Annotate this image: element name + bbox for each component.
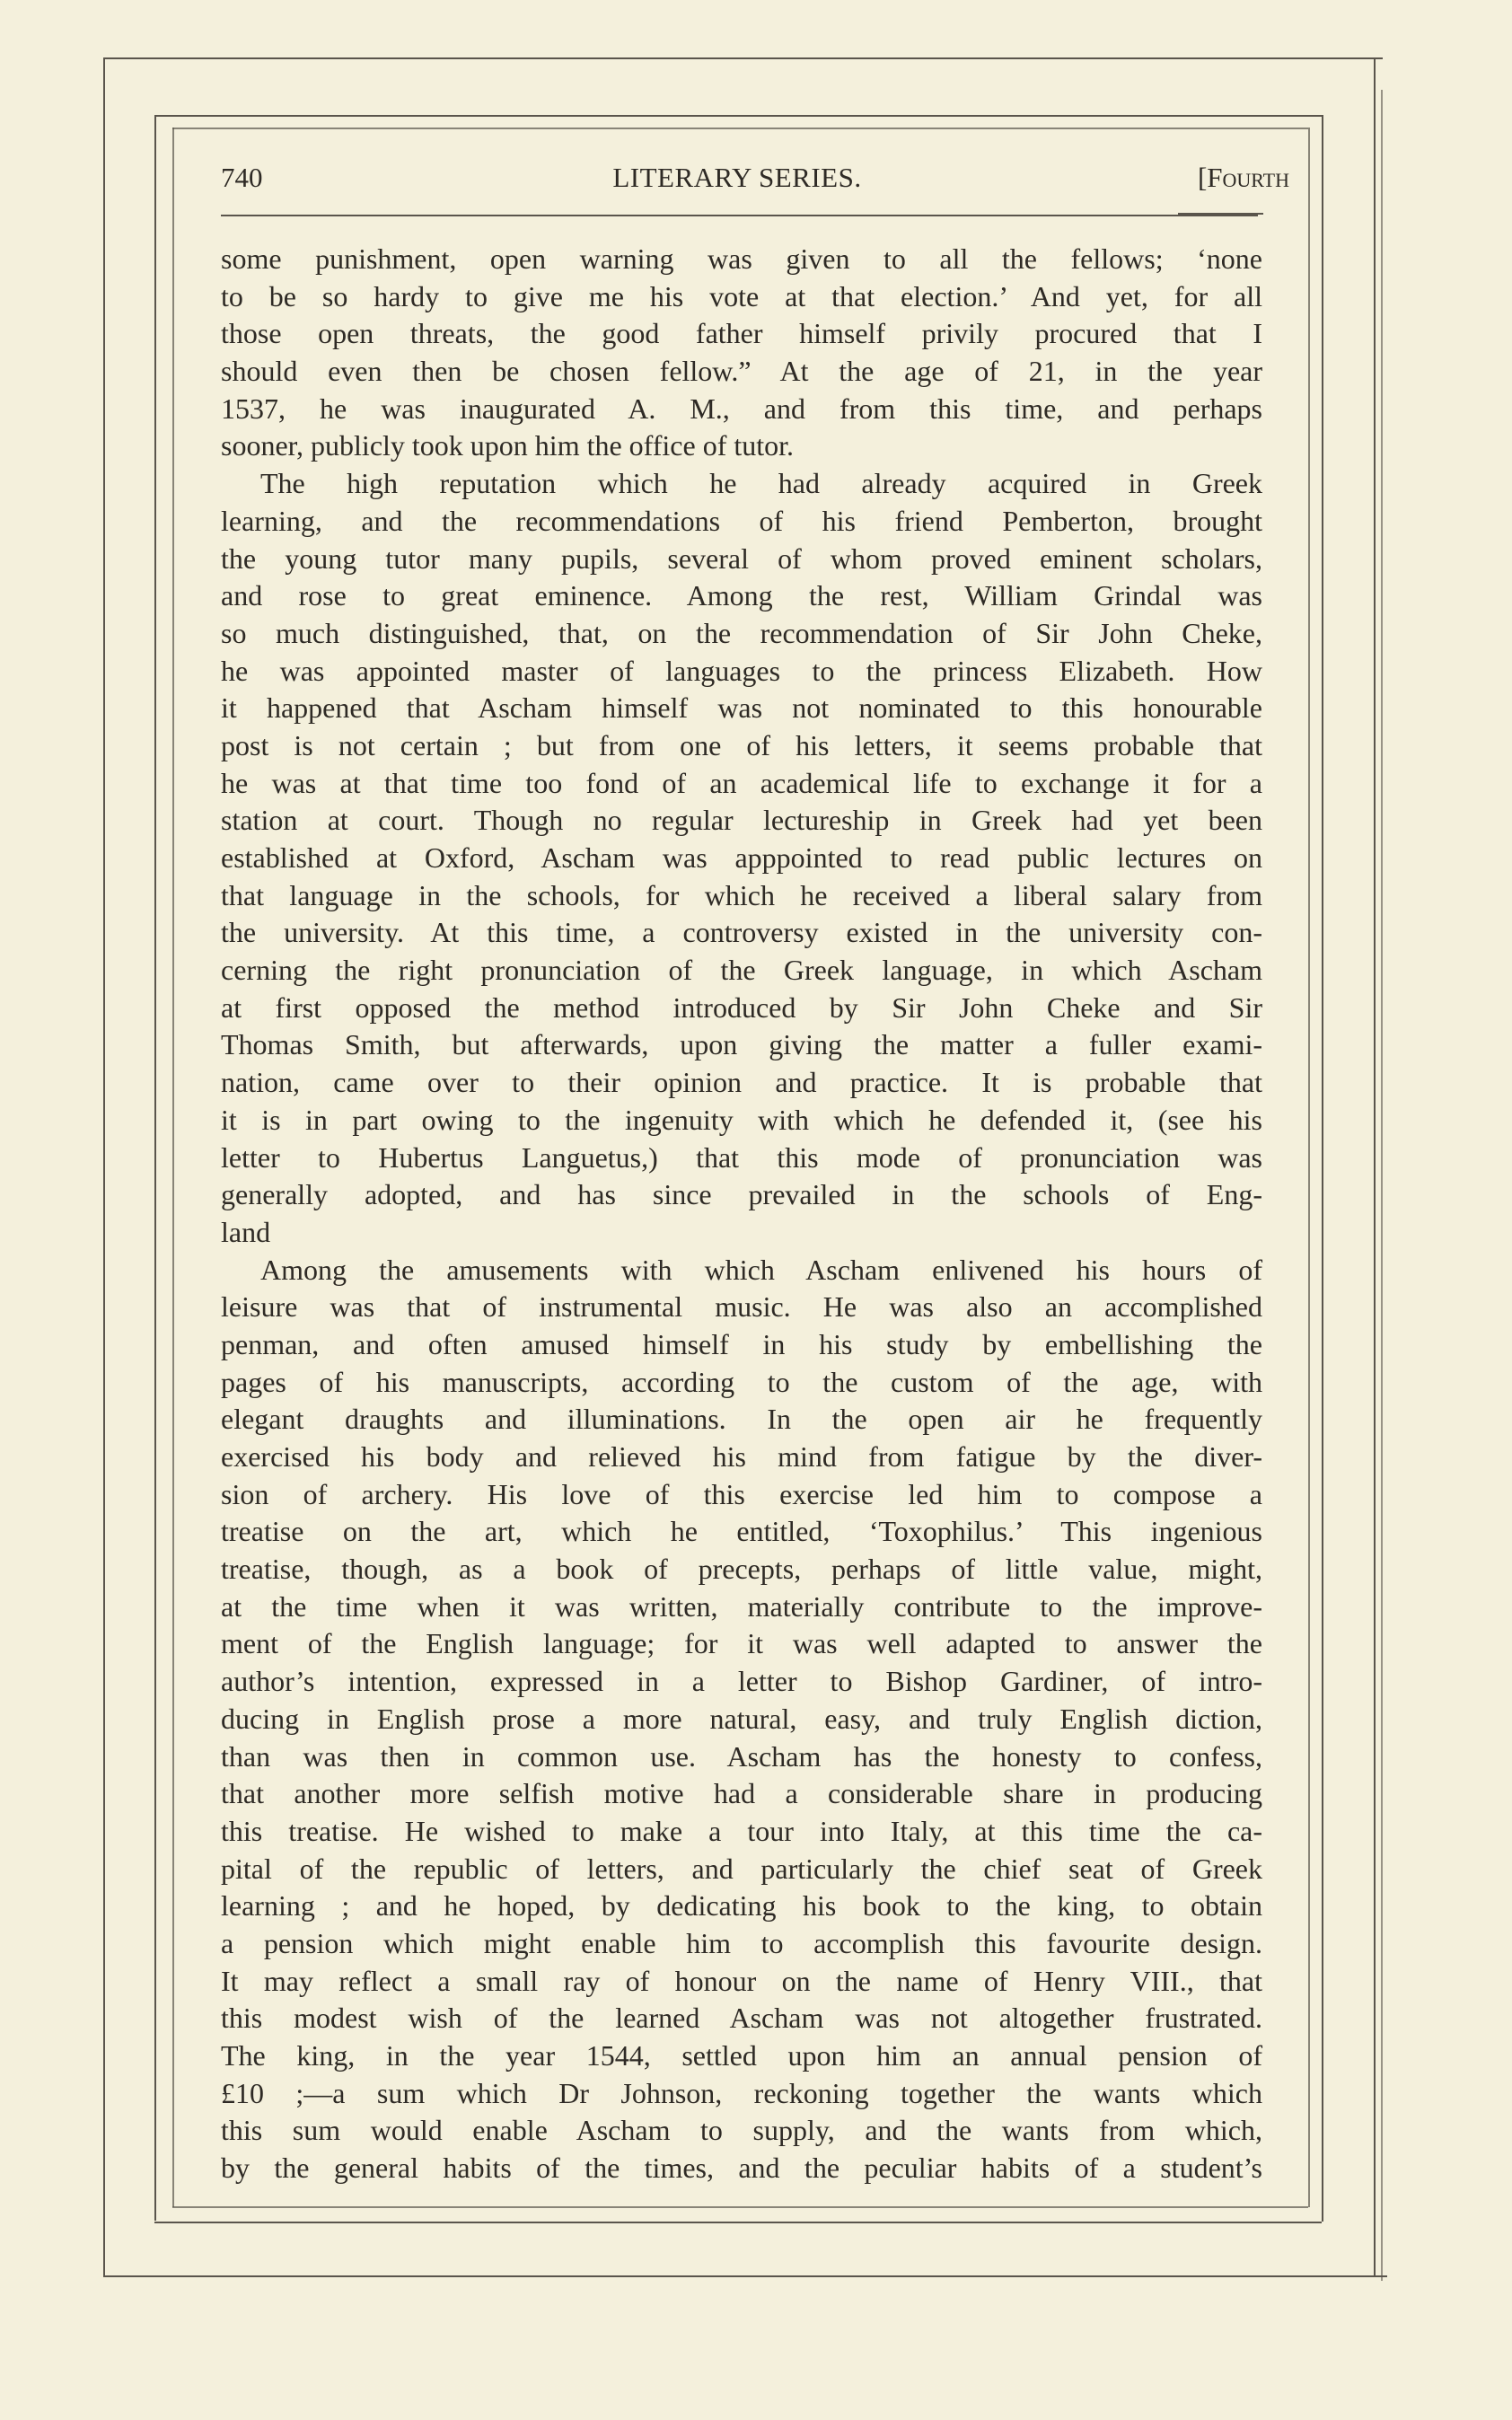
text-line: author’s intention, expressed in a letter to Bishop Gardiner, of intro-: [221, 1665, 1262, 1698]
text-line: post is not certain ; but from one of his letters, it seems probable that: [221, 728, 1262, 761]
page-number: 740: [221, 162, 263, 193]
text-line: leisure was that of instrumental music. He was also an accomplished: [221, 1290, 1262, 1324]
text-line: £10 ;—a sum which Dr Johnson, reckoning together the wants which: [221, 2076, 1262, 2109]
inner-frame-bottom: [172, 2206, 1308, 2208]
text-line: penman, and often amused himself in his study by embellishing the: [221, 1327, 1262, 1360]
text-line: and rose to great eminence. Among the rest, William Grindal was: [221, 579, 1262, 612]
text-line: station at court. Though no regular lectureship in Greek had yet been: [221, 804, 1262, 837]
inner-frame-bottom-2: [154, 2222, 1322, 2223]
text-line: 1537, he was inaugurated A. M., and from this time, and perhaps: [221, 392, 1262, 425]
text-line: exercised his body and relieved his mind from fatigue by the diver-: [221, 1440, 1262, 1473]
running-title: LITERARY SERIES.: [612, 162, 862, 193]
text-line: by the general habits of the times, and the peculiar habits of a student’s: [221, 2152, 1262, 2185]
text-line: ducing in English prose a more natural, easy, and truly English diction,: [221, 1702, 1262, 1735]
header-rule-right: [1178, 213, 1263, 215]
text-line: he was appointed master of languages to the princess Elizabeth. How: [221, 654, 1262, 687]
text-line: at the time when it was written, materially contribute to the improve-: [221, 1589, 1262, 1623]
text-line: The high reputation which he had already acquired in Greek: [260, 467, 1262, 500]
body-text: [221, 241, 1262, 2187]
text-line: land: [221, 1215, 271, 1248]
inner-frame-right: [1308, 128, 1310, 2207]
text-line: generally adopted, and has since prevailed in the schools of Eng-: [221, 1178, 1262, 1211]
inner-frame-left-2: [172, 128, 174, 2207]
outer-frame-bottom: [103, 2275, 1387, 2277]
text-line: those open threats, the good father himself privily procured that I: [221, 317, 1262, 350]
text-line: should even then be chosen fellow.” At the age of 21, in the year: [221, 355, 1262, 388]
text-line: cerning the right pronunciation of the Greek language, in which Ascham: [221, 954, 1262, 987]
text-line: It may reflect a small ray of honour on the name of Henry VIII., that: [221, 1964, 1262, 1997]
text-line: the young tutor many pupils, several of whom proved eminent scholars,: [221, 541, 1262, 575]
text-line: treatise on the art, which he entitled, ‘Toxophilus.’ This ingenious: [221, 1515, 1262, 1548]
text-line: it is in part owing to the ingenuity with which he defended it, (see his: [221, 1103, 1262, 1136]
text-line: elegant draughts and illuminations. In the open air he frequently: [221, 1403, 1262, 1436]
inner-frame-right-2: [1322, 115, 1323, 2222]
text-line: sooner, publicly took upon him the office of tutor.: [221, 429, 795, 462]
text-line: learning, and the recommendations of his friend Pemberton, brought: [221, 504, 1262, 537]
text-line: letter to Hubertus Languetus,) that this mode of pronunciation was: [221, 1140, 1262, 1174]
text-line: The king, in the year 1544, settled upon him an annual pension of: [221, 2039, 1262, 2072]
inner-frame-top: [154, 115, 1322, 117]
text-line: treatise, though, as a book of precepts, perhaps of little value, might,: [221, 1553, 1262, 1586]
text-line: pages of his manuscripts, according to the custom of the age, with: [221, 1365, 1262, 1398]
text-line: at first opposed the method introduced by Sir John Cheke and Sir: [221, 990, 1262, 1024]
outer-frame-right: [1374, 57, 1376, 2275]
text-line: this treatise. He wished to make a tour into Italy, at this time the ca-: [221, 1814, 1262, 1847]
text-line: established at Oxford, Ascham was apppointed to read public lectures on: [221, 841, 1262, 874]
text-line: some punishment, open warning was given to all the fellows; ‘none: [221, 242, 1262, 275]
inner-frame-top-2: [172, 128, 1308, 129]
text-line: Thomas Smith, but afterwards, upon giving the matter a fuller exami-: [221, 1028, 1262, 1061]
text-line: pital of the republic of letters, and particularly the chief seat of Greek: [221, 1852, 1262, 1885]
running-header: [221, 162, 1289, 201]
text-line: it happened that Ascham himself was not nominated to this honourable: [221, 691, 1262, 725]
text-line: so much distinguished, that, on the recommendation of Sir John Cheke,: [221, 616, 1262, 649]
text-line: that language in the schools, for which he received a liberal salary from: [221, 878, 1262, 911]
text-line: than was then in common use. Ascham has the honesty to confess,: [221, 1739, 1262, 1773]
text-line: sion of archery. His love of this exercise led him to compose a: [221, 1477, 1262, 1510]
header-rule: [221, 215, 1258, 216]
section-label: [Fourth: [1197, 162, 1289, 193]
text-line: to be so hardy to give me his vote at that election.’ And yet, for all: [221, 279, 1262, 312]
outer-frame-left: [103, 57, 105, 2277]
text-line: this modest wish of the learned Ascham was not altogether frustrated.: [221, 2002, 1262, 2035]
outer-frame-top: [103, 57, 1383, 59]
text-line: nation, came over to their opinion and practice. It is probable that: [221, 1066, 1262, 1099]
text-line: learning ; and he hoped, by dedicating his book to the king, to obtain: [221, 1889, 1262, 1923]
text-line: the university. At this time, a controversy existed in the university con-: [221, 916, 1262, 949]
text-line: he was at that time too fond of an academical life to exchange it for a: [221, 766, 1262, 799]
text-line: a pension which might enable him to accomplish this favourite design.: [221, 1926, 1262, 1959]
text-line: this sum would enable Ascham to supply, and the wants from which,: [221, 2114, 1262, 2147]
text-line: that another more selfish motive had a considerable share in producing: [221, 1777, 1262, 1810]
outer-frame-right-2: [1381, 90, 1383, 2281]
inner-frame-left: [154, 115, 156, 2221]
text-line: ment of the English language; for it was well adapted to answer the: [221, 1627, 1262, 1660]
text-line: Among the amusements with which Ascham enlivened his hours of: [260, 1253, 1262, 1286]
